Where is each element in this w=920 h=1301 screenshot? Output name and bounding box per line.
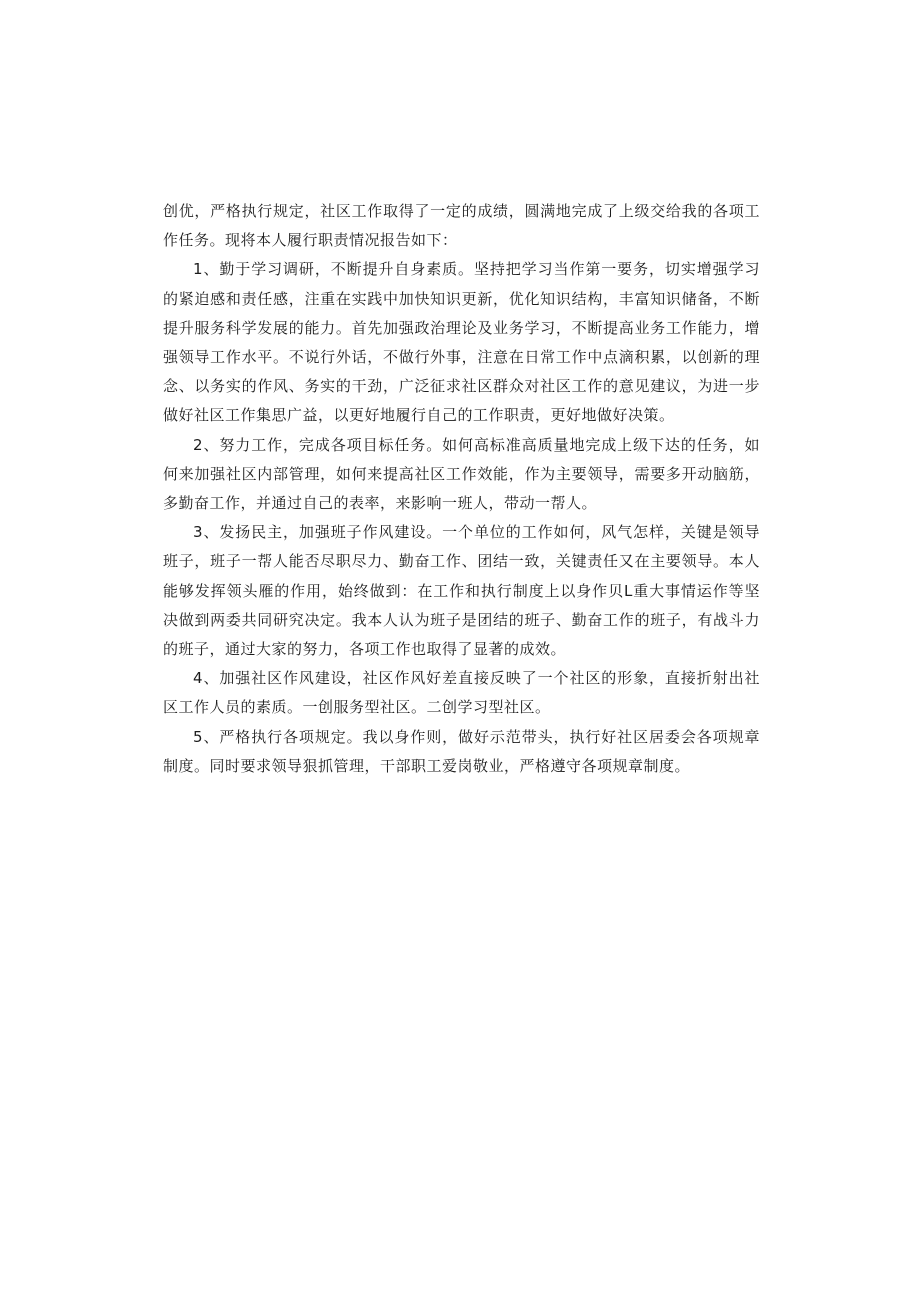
document-body <box>163 197 760 781</box>
paragraph-intro: 创优，严格执行规定，社区工作取得了一定的成绩，圆满地完成了上级交给我的各项工作任务。现将本人履行职责情况报告如下： <box>163 202 760 250</box>
paragraph-item-5: 5、严格执行各项规定。我以身作则，做好示范带头，执行好社区居委会各项规章制度。同时要求领导狠抓管理，干部职工爱岗敬业，严格遵守各项规章制度。 <box>163 727 760 775</box>
paragraph-item-4: 4、加强社区作风建设，社区作风好差直接反映了一个社区的形象，直接折射出社区工作人员的素质。一创服务型社区。二创学习型社区。 <box>163 669 760 717</box>
paragraph-item-3: 3、发扬民主，加强班子作风建设。一个单位的工作如何，风气怎样，关键是领导班子，班子一帮人能否尽职尽力、勤奋工作、团结一致，关键责任又在主要领导。本人能够发挥领头雁的作用，始终做到：在工作和执行制度上以身作贝L重大事情运作等坚决做到两委共同研究决定。我本人认为班子是团结的班子、勤奋工作的班子，有战斗力的班子，通过大家的努力，各项工作也取得了显著的成效。 <box>163 523 760 659</box>
paragraph-item-1: 1、勤于学习调研，不断提升自身素质。坚持把学习当作第一要务，切实增强学习的紧迫感和责任感，注重在实践中加快知识更新，优化知识结构，丰富知识储备，不断提升服务科学发展的能力。首先加强政治理论及业务学习，不断提高业务工作能力，增强领导工作水平。不说行外话，不做行外事，注意在日常工作中点滴积累，以创新的理念、以务实的作风、务实的干劲，广泛征求社区群众对社区工作的意见建议，为进一步做好社区工作集思广益，以更好地履行自己的工作职责，更好地做好决策。 <box>163 260 760 425</box>
paragraph-item-2: 2、努力工作，完成各项目标任务。如何高标准高质量地完成上级下达的任务，如何来加强社区内部管理，如何来提高社区工作效能，作为主要领导，需要多开动脑筋，多勤奋工作，并通过自己的表率，来影响一班人，带动一帮人。 <box>163 435 760 513</box>
